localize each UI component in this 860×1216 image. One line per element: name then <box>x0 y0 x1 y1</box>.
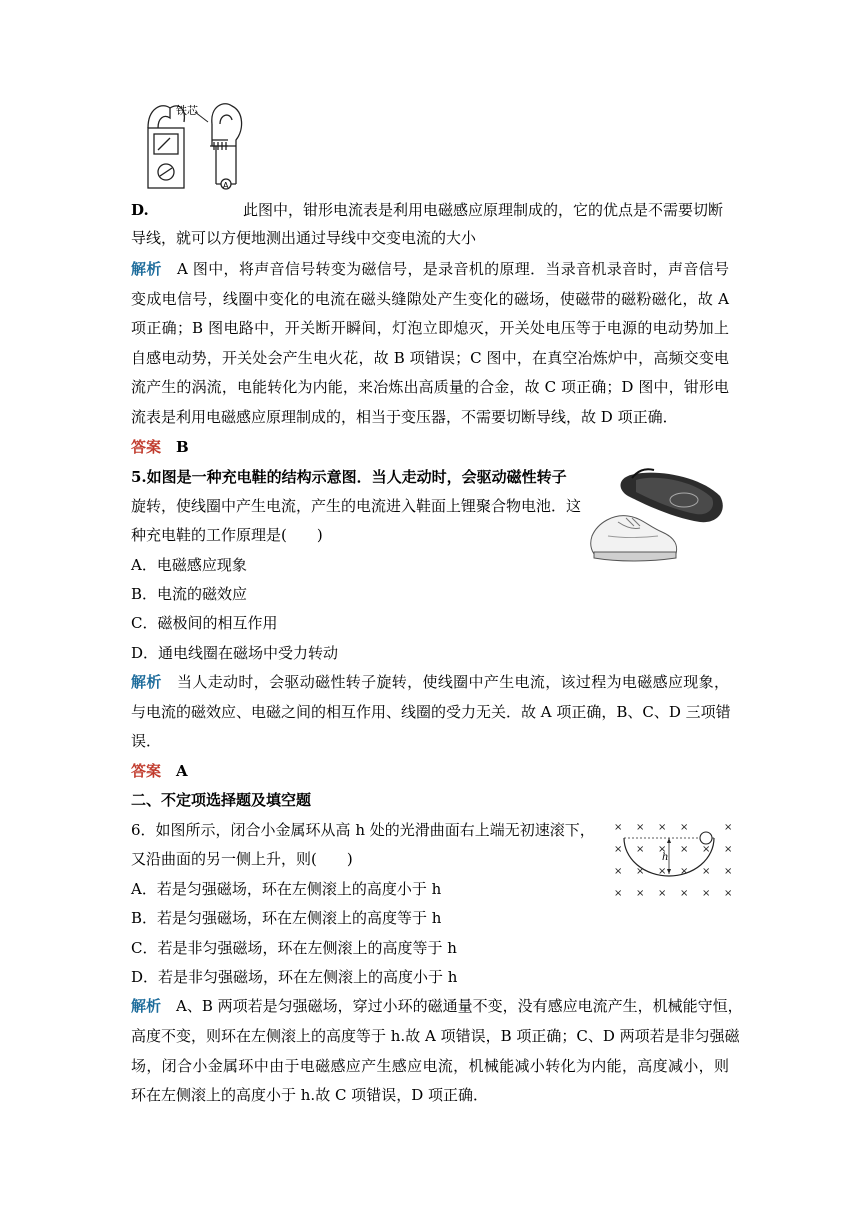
field-cross-mark: × <box>658 822 667 833</box>
option-letter: D. <box>131 201 149 219</box>
field-cross-mark: × <box>724 866 733 877</box>
field-cross-mark: × <box>724 844 733 855</box>
q5-stem-line1: 5.如图是一种充电鞋的结构示意图．当人走动时，会驱动磁性转子 <box>131 468 567 486</box>
field-cross-mark: × <box>724 888 733 899</box>
q4-answer <box>131 437 189 457</box>
field-cross-mark: × <box>702 888 711 899</box>
q5-analysis-line1: 解析 当人走动时，会驱动磁性转子旋转，使线圈中产生电流，该过程为电磁感应现象， <box>131 673 729 691</box>
q6-option-d: D．若是非匀强磁场，环在左侧滚上的高度小于 h <box>131 968 458 986</box>
q4-analysis-line3: 项正确；B 图电路中，开关断开瞬间，灯泡立即熄灭，开关处电压等于电源的电动势加上 <box>131 319 729 337</box>
q6-stem-line2: 又沿曲面的另一侧上升，则( ) <box>131 850 353 868</box>
q4-analysis-line1: 解析 A 图中，将声音信号转变为磁信号，是录音机的原理．当录音机录音时，声音信号 <box>131 260 729 278</box>
field-cross-mark: × <box>614 888 623 899</box>
answer-tag: 答案 <box>131 438 162 456</box>
q4-analysis-line5: 流产生的涡流，电能转化为内能，来冶炼出高质量的合金，故 C 项正确；D 图中，钳形电 <box>131 378 729 396</box>
field-cross-mark: × <box>680 888 689 899</box>
q5-option-b: B．电流的磁效应 <box>131 585 248 603</box>
q6-option-b: B．若是匀强磁场，环在左侧滚上的高度等于 h <box>131 909 442 927</box>
field-cross-mark: × <box>614 866 623 877</box>
section-title: 二、不定项选择题及填空题 <box>131 791 312 809</box>
q5-stem-line2: 旋转，使线圈中产生电流，产生的电流进入鞋面上锂聚合物电池．这 <box>131 497 582 515</box>
q6-option-c: C．若是非匀强磁场，环在左侧滚上的高度等于 h <box>131 939 457 957</box>
field-cross-mark: × <box>636 866 645 877</box>
field-cross-mark: × <box>724 822 733 833</box>
q5-analysis-line3: 误． <box>131 732 162 750</box>
analysis-tag: 解析 <box>131 673 162 691</box>
q6-analysis-line3: 场，闭合小金属环中由于电磁感应产生感应电流，机械能减小转化为内能，高度减小，则 <box>131 1057 729 1075</box>
field-cross-mark: × <box>680 844 689 855</box>
field-cross-mark: × <box>702 844 711 855</box>
field-cross-mark: × <box>702 866 711 877</box>
field-cross-mark: × <box>658 866 667 877</box>
q4-option-d-line2: 导线，就可以方便地测出通过导线中交变电流的大小 <box>131 229 477 247</box>
option-d-text: 此图中，钳形电流表是利用电磁感应原理制成的，它的优点是不需要切断 <box>243 201 724 219</box>
q5-option-c: C．磁极间的相互作用 <box>131 614 278 632</box>
q6-analysis-line2: 高度不变，则环在左侧滚上的高度等于 h.故 A 项错误，B 项正确；C、D 两项若是非匀强磁 <box>131 1027 740 1045</box>
field-cross-mark: × <box>636 888 645 899</box>
field-cross-mark: × <box>658 844 667 855</box>
field-cross-mark: × <box>680 866 689 877</box>
q5-analysis-line2: 与电流的磁效应、电磁之间的相互作用、线圈的受力无关．故 A 项正确，B、C、D 三项错 <box>131 703 731 721</box>
analysis-tag: 解析 <box>131 260 162 278</box>
q6-stem-line1: 6．如图所示，闭合小金属环从高 h 处的光滑曲面右上端无初速滚下， <box>131 821 595 839</box>
q4-analysis-line6: 流表是利用电磁感应原理制成的，相当于变压器，不需要切断导线，故 D 项正确． <box>131 408 678 426</box>
q4-analysis-line2: 变成电信号，线圈中变化的电流在磁头缝隙处产生变化的磁场，使磁带的磁粉磁化，故 A <box>131 290 729 308</box>
q4-option-d-line1 <box>131 200 724 220</box>
charging-shoe-image <box>588 466 728 564</box>
field-cross-mark: × <box>614 844 623 855</box>
ammeter-label: A <box>223 181 229 190</box>
field-cross-mark: × <box>680 822 689 833</box>
answer-value: A <box>176 762 188 780</box>
field-cross-mark: × <box>636 844 645 855</box>
q6-option-a: A．若是匀强磁场，环在左侧滚上的高度小于 h <box>131 880 442 898</box>
q6-analysis-line4: 环在左侧滚上的高度小于 h.故 C 项错误，D 项正确． <box>131 1086 489 1104</box>
magnetic-field-figure <box>606 816 736 900</box>
iron-core-label: 铁芯 <box>176 104 198 117</box>
field-cross-mark: × <box>658 888 667 899</box>
answer-tag: 答案 <box>131 762 162 780</box>
q4-analysis-line4: 自感电动势，开关处会产生电火花，故 B 项错误；C 图中，在真空冶炼炉中，高频交变电 <box>131 349 729 367</box>
clamp-meter-figure <box>140 100 250 192</box>
field-cross-mark: × <box>614 822 623 833</box>
q5-option-d: D．通电线圈在磁场中受力转动 <box>131 644 339 662</box>
q5-stem-line3: 种充电鞋的工作原理是( ) <box>131 526 323 544</box>
height-label: h <box>662 852 669 863</box>
field-cross-mark: × <box>636 822 645 833</box>
q6-analysis-line1: 解析 A、B 两项若是匀强磁场，穿过小环的磁通量不变，没有感应电流产生，机械能守恒， <box>131 997 743 1015</box>
analysis-tag: 解析 <box>131 997 162 1015</box>
q5-option-a: A．电磁感应现象 <box>131 556 247 574</box>
answer-value: B <box>176 438 189 456</box>
q5-answer <box>131 761 188 781</box>
